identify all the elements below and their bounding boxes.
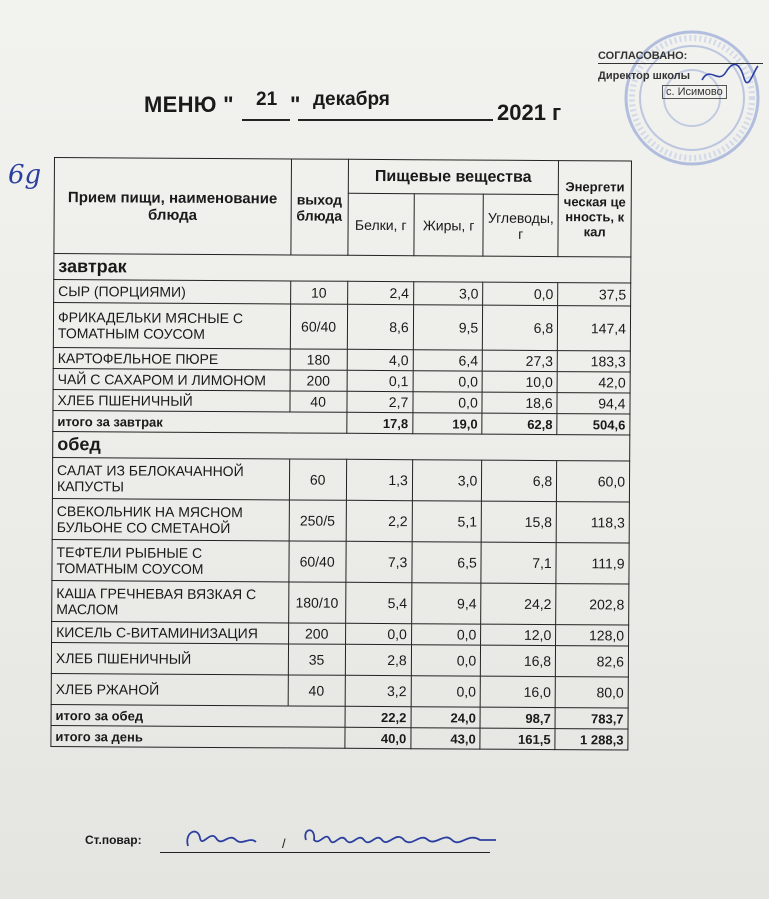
dish-yield: 250/5 [289, 500, 346, 541]
dish-protein: 0,1 [347, 370, 413, 391]
total-carbs: 161,5 [480, 728, 555, 749]
dish-carbs: 7,1 [481, 542, 556, 583]
dish-fat: 9,5 [413, 305, 483, 350]
dish-row [52, 539, 629, 584]
dish-energy: 60,0 [557, 461, 630, 502]
cook-signature [180, 822, 260, 856]
dish-row [52, 457, 629, 502]
day-underline [242, 119, 290, 121]
total-energy: 783,7 [555, 708, 628, 729]
section-lunch: обед [53, 431, 630, 461]
dish-fat: 6,5 [412, 542, 482, 583]
dish-protein: 2,2 [346, 500, 413, 541]
dish-name: ФРИКАДЕЛЬКИ МЯСНЫЕ С ТОМАТНЫМ СОУСОМ [53, 303, 290, 349]
breakfast-rows [53, 280, 631, 415]
dish-protein: 0,0 [345, 623, 411, 644]
header-carbs: Углеводы, г [483, 194, 558, 256]
dish-name: СВЕКОЛЬНИК НА МЯСНОМ БУЛЬОНЕ СО СМЕТАНОЙ [52, 498, 289, 540]
dish-row [51, 673, 628, 708]
total-energy: 1 288,3 [555, 729, 628, 750]
dish-carbs: 15,8 [481, 501, 556, 542]
dish-name: СЫР (ПОРЦИЯМИ) [54, 280, 291, 304]
dish-protein: 4,0 [347, 349, 413, 370]
dish-yield: 60/40 [289, 541, 346, 582]
menu-year: 2021 г [497, 100, 562, 125]
dish-carbs: 6,8 [483, 305, 558, 350]
total-label: итого за обед [51, 704, 345, 727]
dish-carbs: 16,8 [481, 645, 556, 676]
dish-energy: 147,4 [557, 306, 630, 351]
dish-yield: 200 [290, 370, 347, 391]
dish-yield: 35 [288, 644, 345, 675]
menu-title-prefix: МЕНЮ " [144, 92, 234, 117]
total-fat: 19,0 [413, 413, 483, 434]
dish-name: ХЛЕБ РЖАНОЙ [51, 673, 288, 705]
dish-fat: 0,0 [413, 371, 483, 392]
total-protein: 17,8 [346, 412, 412, 433]
dish-carbs: 18,6 [482, 392, 557, 413]
signature-separator: / [282, 836, 286, 851]
header-fat: Жиры, г [414, 194, 484, 256]
dish-name: ЧАЙ С САХАРОМ И ЛИМОНОМ [53, 368, 290, 390]
dish-yield: 40 [288, 675, 345, 706]
total-fat: 24,0 [411, 707, 481, 728]
dish-protein: 2,8 [345, 644, 411, 675]
dish-yield: 200 [288, 623, 345, 644]
menu-month: декабря [313, 89, 390, 110]
dish-energy: 183,3 [557, 351, 630, 372]
dish-name: САЛАТ ИЗ БЕЛОКАЧАННОЙ КАПУСТЫ [52, 457, 289, 499]
dish-name: ХЛЕБ ПШЕНИЧНЫЙ [51, 642, 288, 674]
total-carbs: 62,8 [482, 413, 557, 434]
dish-name: ТЕФТЕЛИ РЫБНЫЕ С ТОМАТНЫМ СОУСОМ [52, 539, 289, 581]
section-breakfast: завтрак [54, 254, 631, 284]
dish-fat: 9,4 [411, 583, 481, 624]
total-label: итого за день [51, 725, 345, 748]
dish-name: КИСЕЛЬ С-ВИТАМИНИЗАЦИЯ [52, 621, 289, 643]
dish-fat: 3,0 [413, 282, 483, 305]
dish-row [53, 303, 630, 352]
dish-energy: 128,0 [556, 625, 629, 646]
dish-carbs: 6,8 [482, 460, 557, 501]
dish-row [52, 580, 629, 625]
dish-fat: 0,0 [413, 392, 483, 413]
dish-protein: 2,4 [347, 281, 413, 304]
header-yield: выход блюда [291, 159, 348, 255]
header-nutrients: Пищевые вещества [348, 159, 559, 194]
menu-quote-close: " [290, 92, 301, 117]
dish-yield: 40 [290, 391, 347, 412]
dish-carbs: 27,3 [482, 350, 557, 371]
dish-fat: 5,1 [412, 501, 482, 542]
header-dish: Прием пищи, наименование блюда [54, 158, 291, 255]
lunch-rows [51, 457, 629, 708]
total-carbs: 98,7 [480, 707, 555, 728]
dish-fat: 6,4 [413, 350, 483, 371]
total-label: итого за завтрак [53, 410, 347, 433]
dish-protein: 2,7 [346, 391, 412, 412]
dish-energy: 202,8 [556, 584, 629, 625]
menu-day: 21 [256, 89, 278, 110]
total-protein: 40,0 [344, 727, 410, 748]
dish-name: КАША ГРЕЧНЕВАЯ ВЯЗКАЯ С МАСЛОМ [52, 580, 289, 622]
dish-fat: 3,0 [412, 460, 482, 501]
dish-fat: 0,0 [411, 624, 481, 645]
approval-title: СОГЛАСОВАНО: [598, 50, 763, 64]
dish-yield: 10 [290, 281, 347, 304]
total-protein: 22,2 [345, 706, 411, 727]
dish-name: КАРТОФЕЛЬНОЕ ПЮРЕ [53, 347, 290, 369]
dish-carbs: 12,0 [481, 624, 556, 645]
dish-energy: 82,6 [556, 646, 629, 677]
dish-fat: 0,0 [411, 676, 481, 707]
dish-protein: 7,3 [345, 541, 412, 582]
dish-energy: 94,4 [557, 393, 630, 414]
dish-carbs: 0,0 [483, 282, 558, 305]
dish-name: ХЛЕБ ПШЕНИЧНЫЙ [53, 389, 290, 411]
dish-protein: 8,6 [347, 304, 414, 349]
margin-note: 6g [8, 160, 42, 190]
dish-yield: 60/40 [290, 304, 347, 349]
cook-signature-line [160, 852, 490, 853]
dish-energy: 42,0 [557, 372, 630, 393]
month-underline [298, 119, 493, 121]
dish-protein: 1,3 [346, 459, 413, 500]
dish-row [51, 642, 628, 677]
dish-yield: 180/10 [288, 582, 345, 623]
cook-name-handwritten [300, 818, 500, 854]
total-energy: 504,6 [557, 414, 630, 435]
dish-carbs: 16,0 [480, 676, 555, 707]
dish-energy: 37,5 [558, 283, 631, 306]
dish-protein: 5,4 [345, 582, 412, 623]
dish-carbs: 24,2 [481, 583, 556, 624]
dish-energy: 111,9 [556, 543, 629, 584]
dish-row [52, 498, 629, 543]
total-fat: 43,0 [411, 728, 481, 749]
dish-yield: 60 [289, 459, 346, 500]
cook-label: Ст.повар: [85, 833, 142, 847]
approval-place: с. Исимово [662, 85, 727, 99]
header-energy: Энергетическая ценность, ккал [558, 161, 631, 257]
dish-energy: 118,3 [556, 502, 629, 543]
approval-block [598, 50, 763, 99]
dish-energy: 80,0 [555, 677, 628, 708]
dish-fat: 0,0 [411, 645, 481, 676]
menu-table [50, 157, 632, 751]
day-total-row [51, 725, 628, 750]
approval-position: Директор школы [598, 70, 691, 82]
dish-carbs: 10,0 [482, 371, 557, 392]
dish-protein: 3,2 [345, 675, 411, 706]
header-protein: Белки, г [347, 193, 414, 255]
dish-yield: 180 [290, 349, 347, 370]
